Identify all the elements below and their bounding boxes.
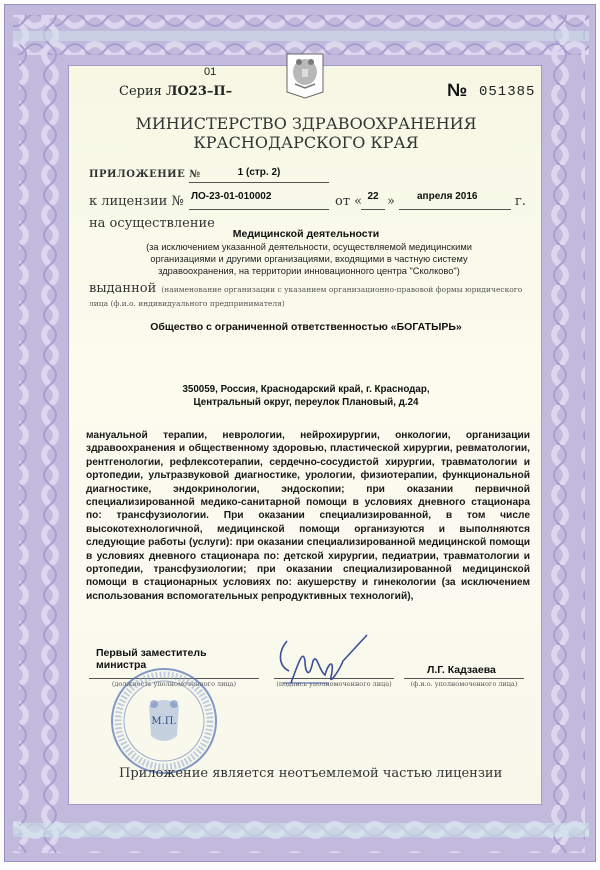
series-value: ЛО23–П–: [165, 84, 233, 99]
russian-coat-of-arms-icon: [285, 52, 325, 100]
appendix-underline: [189, 182, 329, 183]
organization-name: Общество с ограниченной ответственностью «БОГАТЫРЬ»: [150, 321, 462, 333]
license-day: 22: [367, 191, 379, 202]
services-text: мануальной терапии, неврологии, нейрохирургии, онкологии, организации здравоохранения и общественному здоровью, пластической хирургии, ревматологии, рентгенологии, рефлексотерапии, сердечно-сосудистой хирургии, травматологии и ортопедии, ультразвуковой диагностике, урологии, физиотерапии, функциональной диагностике, эндокринологии, эндоскопии; при оказании первичной специализированной медико-санитарной помощи в условиях дневного стационара по: трансфузиологии. При оказании специализированной, в том числе высокотехнологичной, медицинской помощи организуются и выполняются следующие работы (услуги): при оказании специализированной медицинской помощи в условиях дневного стационара по: детской хирургии, педиатрии, травматологии и ортопедии, трансфузиологии; при оказании специализированной медицинской помощи в стационарных условиях по: акушерству и гинекологии (за исключением использования вспомогательных репродуктивных технологий),: [86, 430, 530, 602]
name-underline: [404, 678, 524, 679]
footer-note: Приложение является неотъемлемой частью лицензии: [119, 766, 503, 781]
license-label: к лицензии №: [89, 194, 184, 209]
issued-label: выданной: [89, 281, 157, 296]
issued-block: [89, 281, 529, 309]
handwritten-signature: [269, 631, 379, 691]
series-label: Серия: [119, 84, 162, 99]
appendix-value: 1 (стр. 2): [237, 167, 281, 178]
year-suffix: г.: [515, 194, 526, 209]
series: [119, 84, 232, 99]
license-form-number: 051385: [479, 84, 536, 100]
signature-hint: (подпись уполномоченного лица): [276, 680, 392, 688]
activity-title: Медицинской деятельности: [232, 228, 380, 240]
quote-close: »: [387, 194, 395, 209]
activity-label: на осуществление: [89, 216, 215, 231]
signatory-position: Первый заместитель министра: [96, 647, 207, 671]
position-hint: (должность уполномоченного лица): [111, 680, 237, 688]
ministry-title-line1: МИНИСТЕРСТВО ЗДРАВООХРАНЕНИЯ: [135, 114, 477, 133]
from-label: от «: [335, 194, 363, 209]
appendix-label: ПРИЛОЖЕНИЕ №: [89, 169, 201, 180]
license-number: ЛО-23-01-010002: [191, 191, 272, 202]
day-underline: [361, 209, 385, 210]
series-suffix: 01: [204, 66, 217, 78]
activity-note: (за исключением указанной деятельности, осуществляемой медицинскими организациями и другими организациями, входящими в частную систему здравоохранения, на территории инновационного центра "Сколково"): [146, 242, 472, 276]
issued-hint: (наименование организации с указанием организационно-правовой формы юридического лица (ф.и.о. индивидуального предпринимателя): [89, 285, 523, 308]
document-paper: [68, 65, 542, 805]
stamp-mp-text: М.П.: [151, 716, 177, 727]
official-seal-stamp: [109, 666, 219, 776]
license-number-underline: [189, 209, 329, 210]
signatory-name: Л.Г. Кадзаева: [427, 664, 496, 676]
license-border: [4, 4, 596, 862]
number-sign: №: [447, 80, 468, 100]
month-underline: [399, 209, 511, 210]
ministry-title-line2: КРАСНОДАРСКОГО КРАЯ: [193, 133, 419, 152]
organization-address: 350059, Россия, Краснодарский край, г. Краснодар, Центральный округ, переулок Плановый, д.24: [182, 384, 430, 408]
license-month-year: апреля 2016: [417, 191, 478, 202]
name-hint: (ф.и.о. уполномоченного лица): [410, 680, 518, 688]
